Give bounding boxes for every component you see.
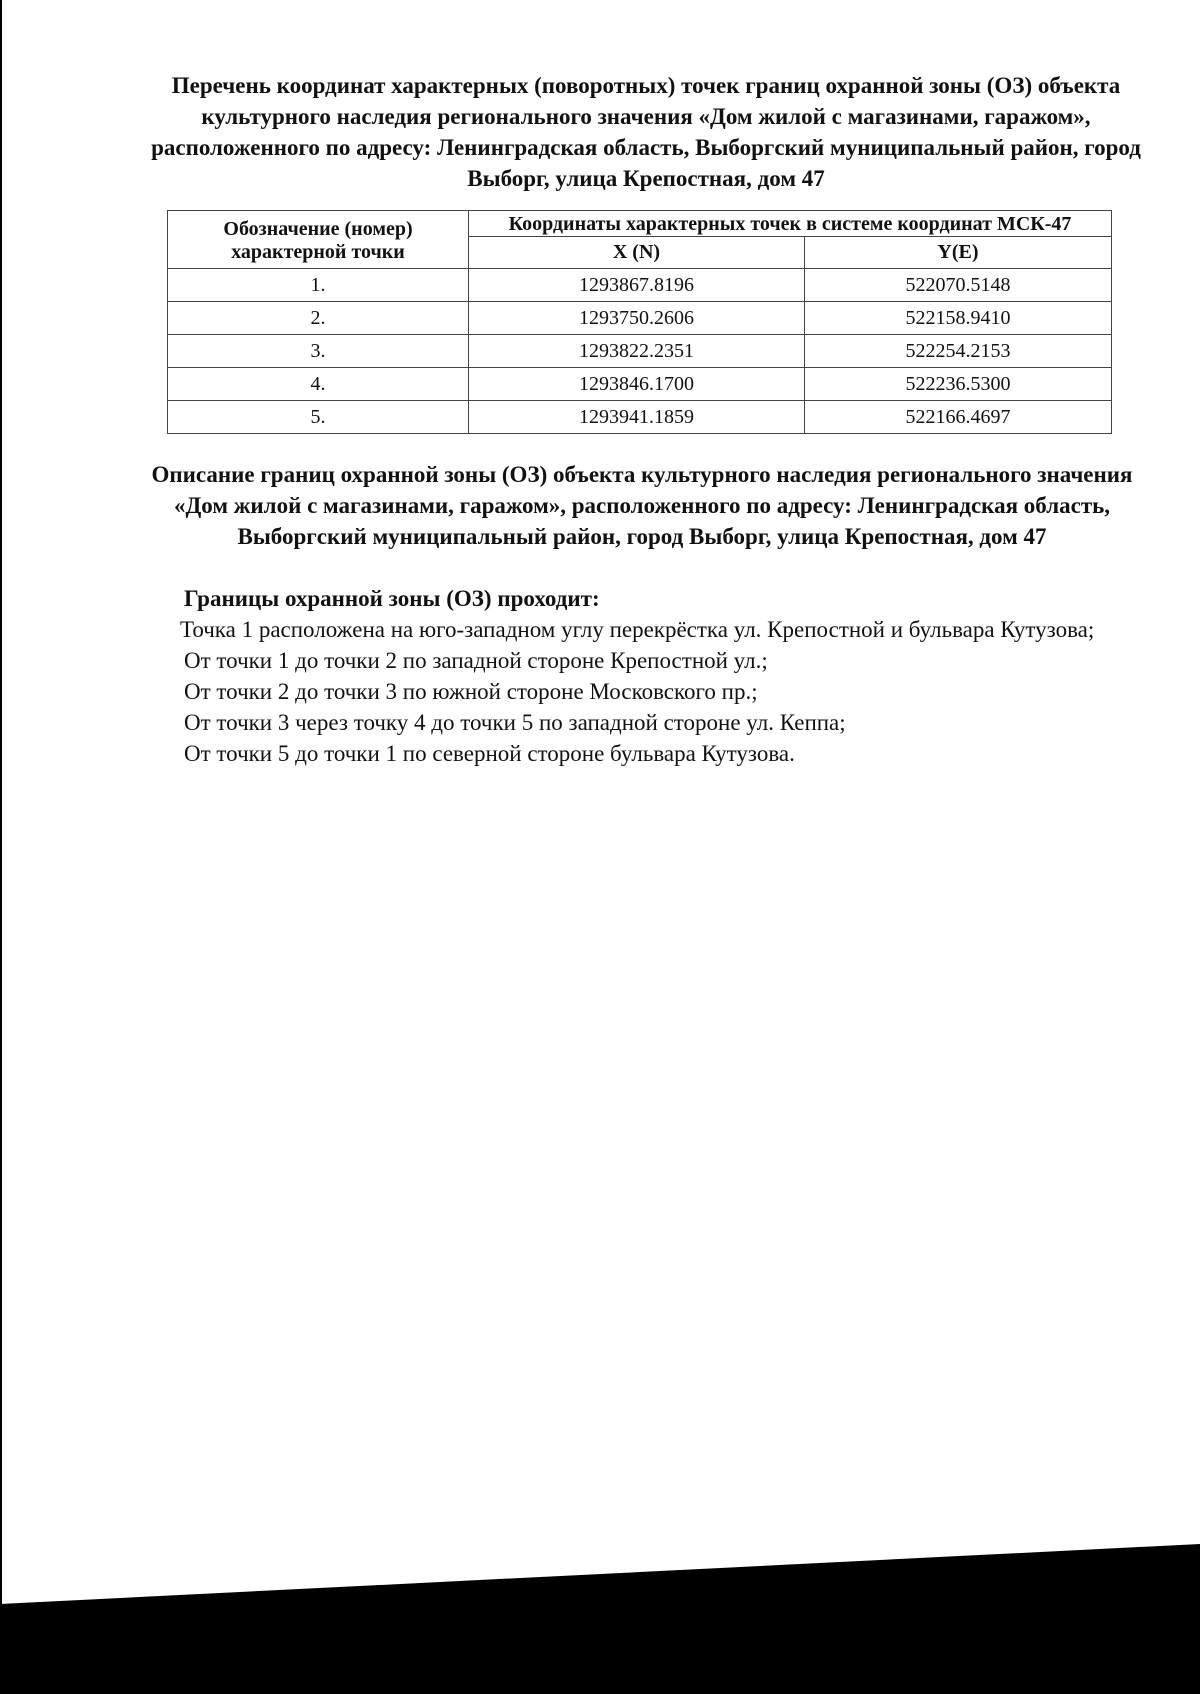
header-point-number: Обозначение (номер) характерной точки — [168, 211, 469, 269]
point-number-cell: 5. — [168, 401, 469, 434]
y-coordinate-cell: 522236.5300 — [804, 368, 1111, 401]
point-number-cell: 1. — [168, 269, 469, 302]
table-row — [168, 302, 1112, 335]
coordinates-list-title: Перечень координат характерных (поворотных) точек границ охранной зоны (ОЗ) объекта культурного наследия регионального значения «Дом жилой с магазинами, гаражом», расположенного по адресу: Ленинградская область, Выборгский муниципальный район, город Выборг, улица Крепостная, дом 47 — [151, 73, 1141, 191]
x-coordinate-cell: 1293846.1700 — [469, 368, 805, 401]
point-number-cell: 3. — [168, 335, 469, 368]
point-number-cell: 2. — [168, 302, 469, 335]
header-x-column: X (N) — [469, 237, 805, 269]
document-page — [128, 70, 1156, 769]
y-coordinate-cell: 522166.4697 — [804, 401, 1111, 434]
x-coordinate-cell: 1293941.1859 — [469, 401, 805, 434]
table-header-row — [168, 211, 1112, 237]
boundary-paragraph: От точки 3 через точку 4 до точки 5 по западной стороне ул. Кеппа; — [184, 710, 846, 735]
boundary-paragraph: От точки 2 до точки 3 по южной стороне Московского пр.; — [184, 679, 758, 704]
x-coordinate-cell: 1293750.2606 — [469, 302, 805, 335]
y-coordinate-cell: 522070.5148 — [804, 269, 1111, 302]
boundary-paragraph: От точки 5 до точки 1 по северной стороне бульвара Кутузова. — [184, 741, 795, 766]
boundary-paragraph: От точки 1 до точки 2 по западной стороне Крепостной ул.; — [184, 648, 768, 673]
table-row — [168, 401, 1112, 434]
boundary-description-title: Описание границ охранной зоны (ОЗ) объекта культурного наследия регионального значения «Дом жилой с магазинами, гаражом», расположенного по адресу: Ленинградская область, Выборгский муниципальный район, город Выборг, улица Крепостная, дом 47 — [151, 462, 1133, 549]
boundary-paragraph: Точка 1 расположена на юго-западном углу перекрёстка ул. Крепостной и бульвара Кутузова; — [180, 617, 1095, 642]
scan-left-edge — [0, 0, 2, 1694]
header-coordinate-system: Координаты характерных точек в системе координат МСК-47 — [469, 211, 1112, 237]
scan-bottom-shadow — [0, 1544, 1200, 1694]
x-coordinate-cell: 1293822.2351 — [469, 335, 805, 368]
table-row — [168, 269, 1112, 302]
point-number-cell: 4. — [168, 368, 469, 401]
y-coordinate-cell: 522254.2153 — [804, 335, 1111, 368]
header-y-column: Y(E) — [804, 237, 1111, 269]
table-row — [168, 335, 1112, 368]
y-coordinate-cell: 522158.9410 — [804, 302, 1111, 335]
coordinates-table — [167, 210, 1112, 434]
section-title: Границы охранной зоны (ОЗ) проходит: — [184, 586, 600, 611]
boundary-description-section — [128, 583, 1156, 769]
table-row — [168, 368, 1112, 401]
x-coordinate-cell: 1293867.8196 — [469, 269, 805, 302]
